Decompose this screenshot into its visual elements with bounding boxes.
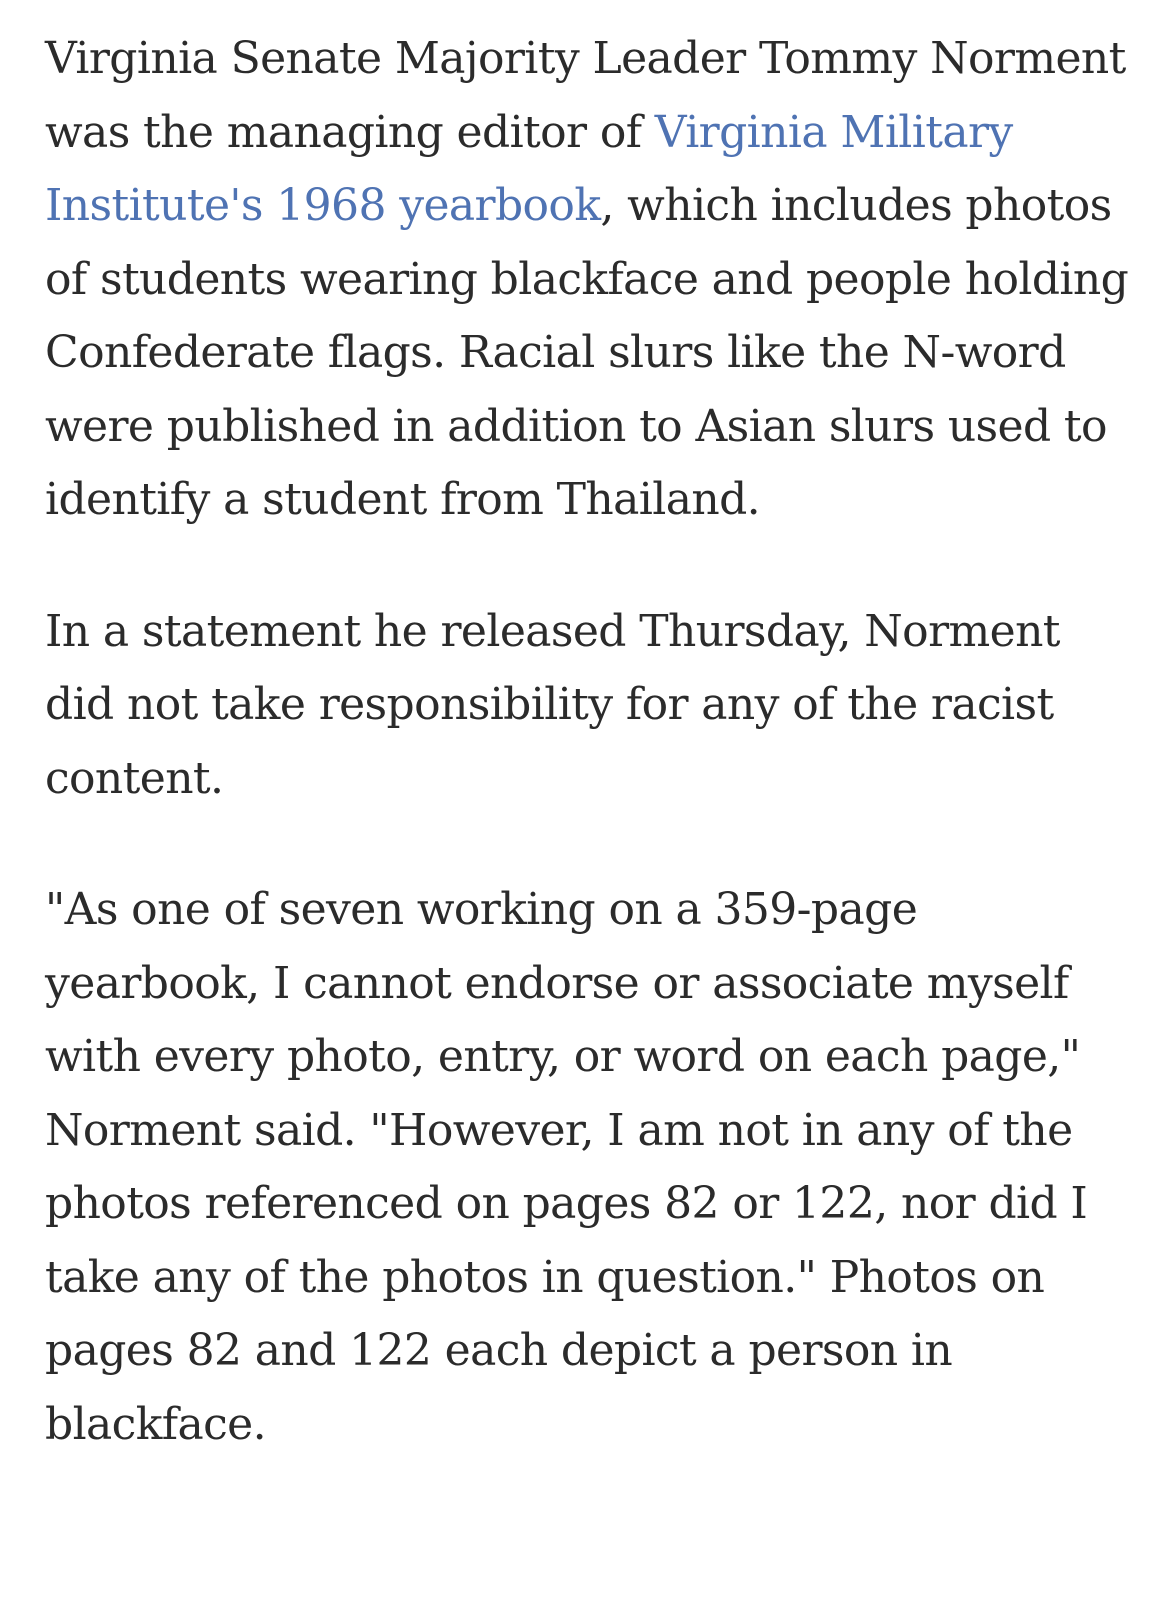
paragraph-quote: "As one of seven working on a 359-page yearbook, I cannot endorse or associate myself with every photo, entry, or word on each page," Norment said. "However, I am not in any of the photos referenced on pages 82 or 122, nor did I take any of the photos in question." Photos on pages 82 and 122 each depict a person in blackface. <box>45 884 1088 1450</box>
paragraph-statement: In a statement he released Thursday, Norment did not take responsibility for any of the racist content. <box>45 605 1060 804</box>
article-body <box>45 22 1135 1519</box>
paragraph-1-text-after-link: , which includes photos of students wearing blackface and people holding Confederate flags. Racial slurs like the N-word were published in addition to Asian slurs used to identify a student from Thailand. <box>45 180 1129 525</box>
yearbook-link[interactable]: Virginia Military Institute's 1968 yearbook <box>45 106 1013 231</box>
paragraph-1-text-before-link: Virginia Senate Majority Leader Tommy Norment was the managing editor of <box>45 33 1126 158</box>
paragraph-yearbook <box>45 22 1135 537</box>
